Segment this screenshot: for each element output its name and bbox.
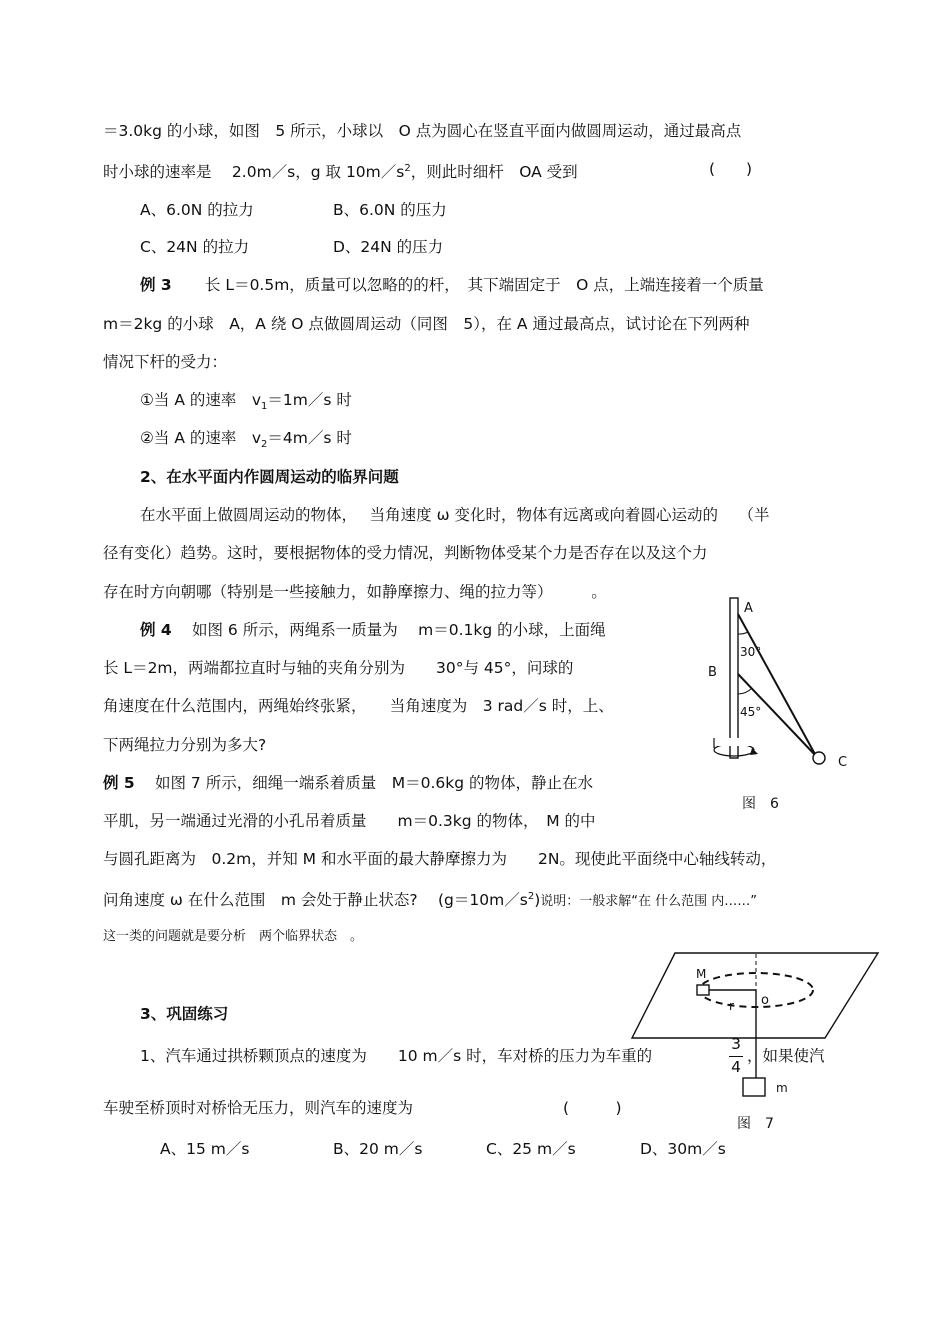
question-1-line-1b: ，如果使汽 [747, 1047, 825, 1065]
figure-6-caption: 图 6 [742, 796, 779, 812]
case-2 [140, 428, 352, 455]
figure-6 [700, 590, 870, 820]
text-line-2 [103, 159, 578, 182]
paragraph-2-line-1: 在水平面上做圆周运动的物体， 当角速度 ω 变化时，物体有远离或向着圆心运动的 （半 [140, 506, 770, 524]
example-3-line-1: 长 L＝0.5m，质量可以忽略的的杆， 其下端固定于 O 点，上端连接着一个质量 [205, 276, 764, 294]
example-5-line-4 [103, 887, 757, 912]
question-1-option-c: C、25 m／s [486, 1140, 576, 1158]
option-d-1: D、24N 的压力 [333, 238, 444, 256]
example-5-line-4-text: 问角速度 ω 在什么范围 m 会处于静止状态? (g＝10m／s [103, 891, 528, 910]
block-big-m [697, 985, 709, 995]
ball [813, 752, 825, 764]
subscript: 1 [261, 401, 268, 413]
question-1-option-b: B、20 m／s [333, 1140, 423, 1158]
example-3-line-3: 情况下杆的受力： [103, 353, 228, 371]
label-small-m: m [776, 1081, 788, 1095]
angle-label-30: 30° [740, 645, 762, 659]
answer-paren-2: ( ) [563, 1099, 622, 1117]
figure-7 [630, 950, 880, 1140]
option-c-1: C、24N 的拉力 [140, 238, 250, 256]
label-r: r [729, 999, 734, 1013]
case-1-tail: ＝1m／s 时 [267, 391, 352, 409]
example-5-line-1: 如图 7 所示，细绳一端系着质量 M＝0.6kg 的物体，静止在水 [155, 774, 593, 792]
label-c: C [838, 755, 848, 770]
case-2-text: ②当 A 的速率 v [140, 429, 262, 447]
question-1-line-1: 1、汽车通过拱桥颗顶点的速度为 10 m／s 时，车对桥的压力为车重的 [140, 1047, 653, 1065]
case-1 [140, 390, 352, 417]
answer-paren-1: ( ) [709, 160, 753, 178]
superscript: 2 [404, 163, 411, 174]
option-b-1: B、6.0N 的压力 [333, 201, 447, 219]
fraction-numerator: 3 [731, 1035, 741, 1053]
fraction-denominator: 4 [731, 1058, 741, 1076]
case-1-text: ①当 A 的速率 v [140, 391, 262, 409]
label-b: B [708, 665, 717, 680]
example-5-label: 例 5 [103, 774, 135, 792]
case-2-tail: ＝4m／s 时 [267, 429, 352, 447]
subscript: 2 [261, 439, 268, 451]
block-small-m [743, 1078, 765, 1096]
example-4-line-2: 长 L＝2m，两端都拉直时与轴的夹角分别为 30°与 45°，问球的 [103, 659, 574, 677]
example-5-line-2: 平肌，另一端通过光滑的小孔吊着质量 m＝0.3kg 的物体， M 的中 [103, 812, 596, 830]
example-5-line-3: 与圆孔距离为 0.2m，并知 M 和水平面的最大静摩擦力为 2N。现使此平面绕中心轴线转动， [103, 850, 777, 868]
option-a-1: A、6.0N 的拉力 [140, 201, 254, 219]
horizontal-plane [632, 953, 878, 1038]
label-o: o [761, 993, 769, 1008]
example-3-line-2: m＝2kg 的小球 A，A 绕 O 点做圆周运动（同图 5），在 A 通过最高点，试讨论在下列两种 [103, 315, 750, 333]
label-big-m: M [696, 967, 707, 981]
example-4-line-1: 如图 6 所示，两绳系一质量为 m＝0.1kg 的小球，上面绳 [192, 621, 606, 639]
example-5-line-5: 这一类的问题就是要分析 两个临界状态 。 [103, 929, 364, 944]
section-3-heading: 3、巩固练习 [140, 1005, 229, 1023]
text-line-2b: ，则此时细杆 OA 受到 [410, 163, 578, 182]
figure-7-caption: 图 7 [737, 1116, 774, 1132]
question-1-option-d: D、30m／s [640, 1140, 726, 1158]
close-paren: ) [534, 891, 541, 910]
question-1-line-2: 车驶至桥顶时对桥恰无压力，则汽车的速度为 [103, 1099, 414, 1117]
text-line-2a: 时小球的速率是 2.0m／s，g 取 10m／s [103, 163, 405, 182]
superscript: 2 [527, 891, 535, 902]
angle-arc-30 [738, 632, 748, 634]
section-2-heading: 2、在水平面内作圆周运动的临界问题 [140, 468, 399, 486]
example-3-label: 例 3 [140, 276, 172, 294]
text-line-1: ＝3.0kg 的小球，如图 5 所示，小球以 O 点为圆心在竖直平面内做圆周运动，通过最高点 [103, 122, 742, 140]
question-1-option-a: A、15 m／s [160, 1140, 250, 1158]
example-4-line-3: 角速度在什么范围内，两绳始终张紧， 当角速度为 3 rad／s 时，上、 [103, 697, 614, 715]
example-4-label: 例 4 [140, 621, 172, 639]
paragraph-2-line-2: 径有变化）趋势。这时，要根据物体的受力情况，判断物体受某个力是否存在以及这个力 [103, 544, 708, 562]
example-4-line-4: 下两绳拉力分别为多大? [103, 736, 267, 754]
label-a: A [744, 601, 753, 616]
paragraph-2-line-3: 存在时方向朝哪（特别是一些接触力，如静摩擦力、绳的拉力等） 。 [103, 583, 607, 601]
shaft [730, 598, 738, 758]
angle-arc-45 [738, 688, 752, 694]
angle-label-45: 45° [740, 705, 762, 719]
note-text: 说明：一般求解“在 什么范围 内……” [540, 894, 757, 910]
